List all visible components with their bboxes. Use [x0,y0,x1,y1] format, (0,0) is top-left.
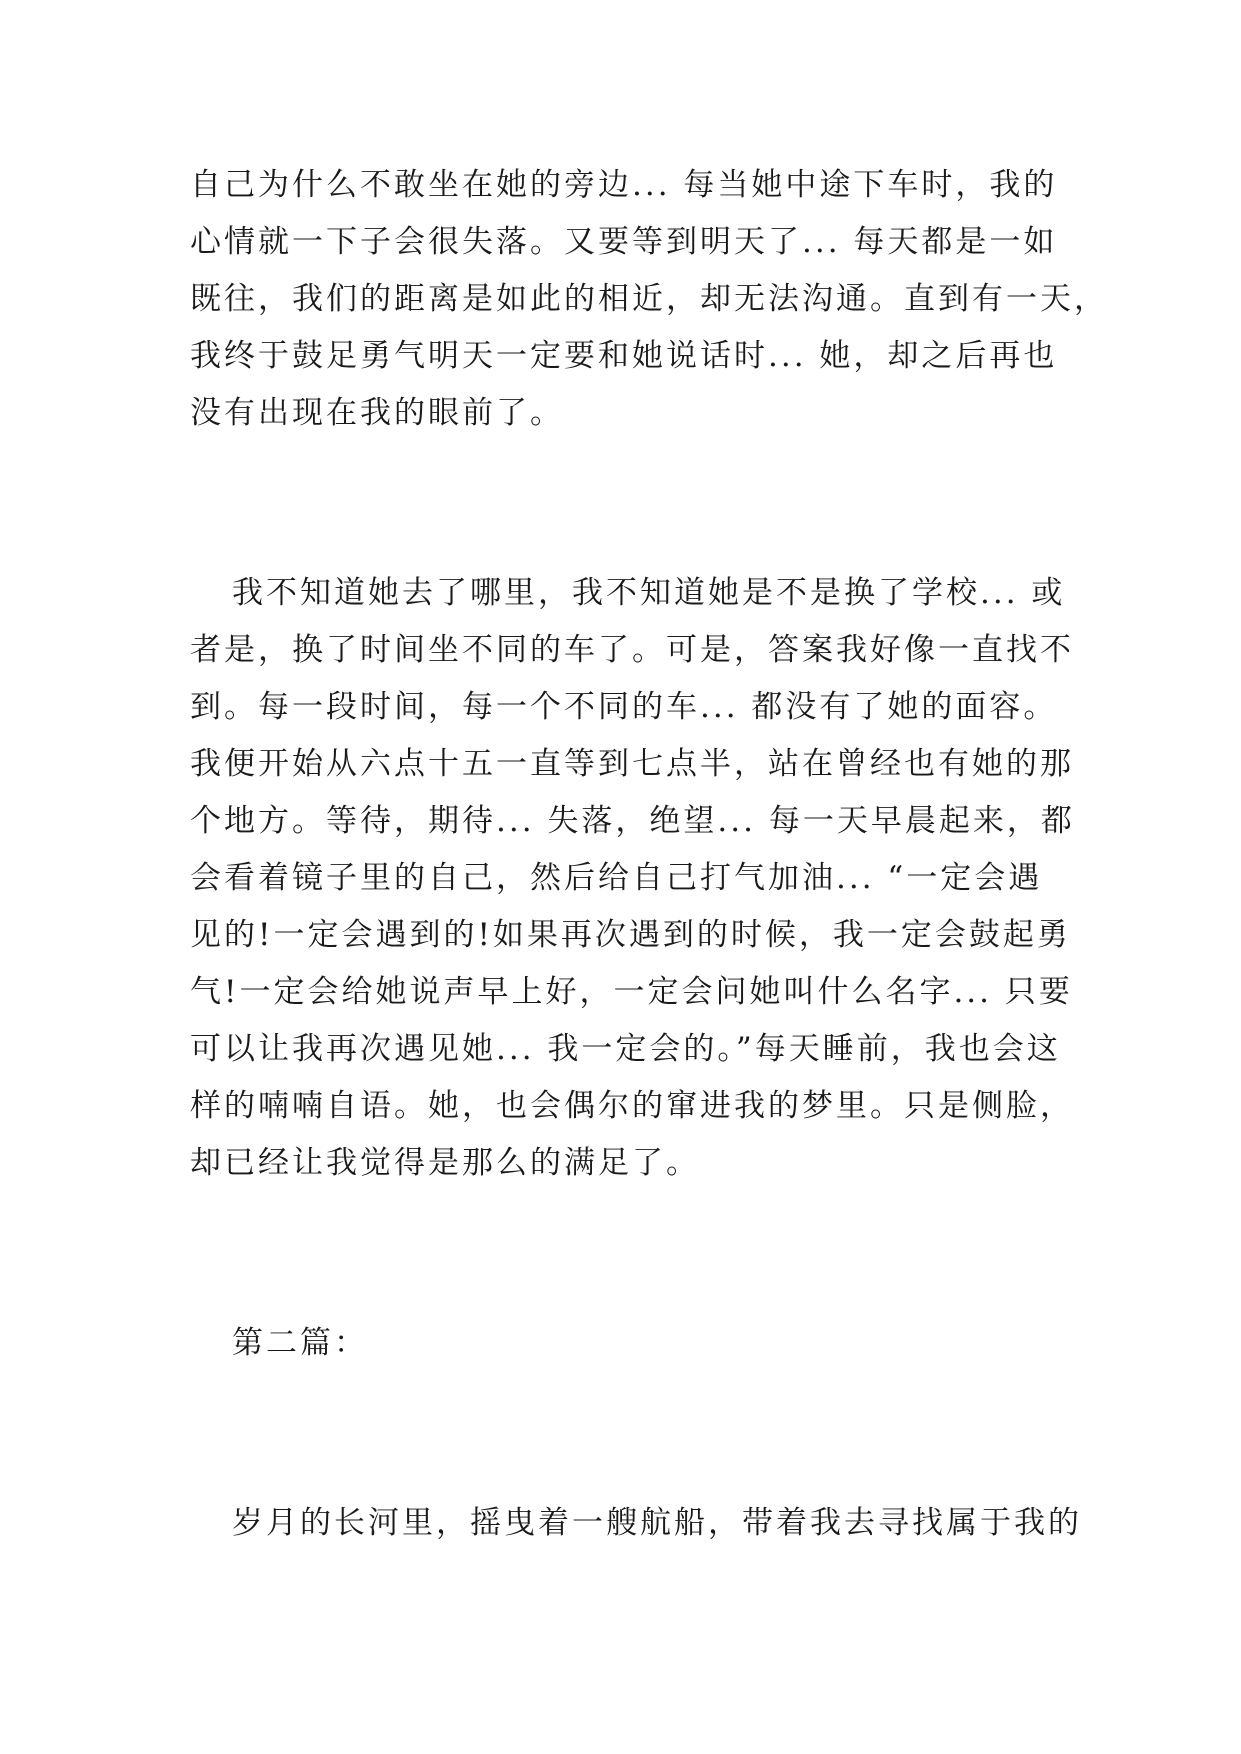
text-line: 既往，我们的距离是如此的相近，却无法沟通。直到有一天， [190,281,1108,317]
section-heading: 第二篇： [232,1325,368,1361]
text-line: 心情就一下子会很失落。又要等到明天了... 每天都是一如 [190,224,1058,260]
text-line: 没有出现在我的眼前了。 [190,395,564,431]
text-line: 我便开始从六点十五一直等到七点半，站在曾经也有她的那 [190,746,1074,782]
text-line: 岁月的长河里，摇曳着一艘航船，带着我去寻找属于我的 [232,1505,1082,1541]
text-line: 我不知道她去了哪里，我不知道她是不是换了学校... 或 [232,575,1066,611]
text-line: 样的喃喃自语。她，也会偶尔的窜进我的梦里。只是侧脸， [190,1088,1074,1124]
text-line: 可以让我再次遇见她... 我一定会的。”每天睡前，我也会这 [190,1031,1061,1067]
text-line: 个地方。等待，期待... 失落，绝望... 每一天早晨起来，都 [190,803,1075,839]
text-line: 自己为什么不敢坐在她的旁边... 每当她中途下车时，我的 [190,167,1058,203]
text-line: 会看着镜子里的自己，然后给自己打气加油... “一定会遇 [190,860,1043,896]
text-line: 见的!一定会遇到的!如果再次遇到的时候，我一定会鼓起勇 [190,917,1071,953]
text-line: 却已经让我觉得是那么的满足了。 [190,1145,700,1181]
text-line: 我终于鼓足勇气明天一定要和她说话时... 她，却之后再也 [190,338,1058,374]
text-line: 到。每一段时间，每一个不同的车... 都没有了她的面容。 [190,689,1058,725]
text-line: 气!一定会给她说声早上好，一定会问她叫什么名字... 只要 [190,974,1073,1010]
text-line: 者是，换了时间坐不同的车了。可是，答案我好像一直找不 [190,632,1074,668]
